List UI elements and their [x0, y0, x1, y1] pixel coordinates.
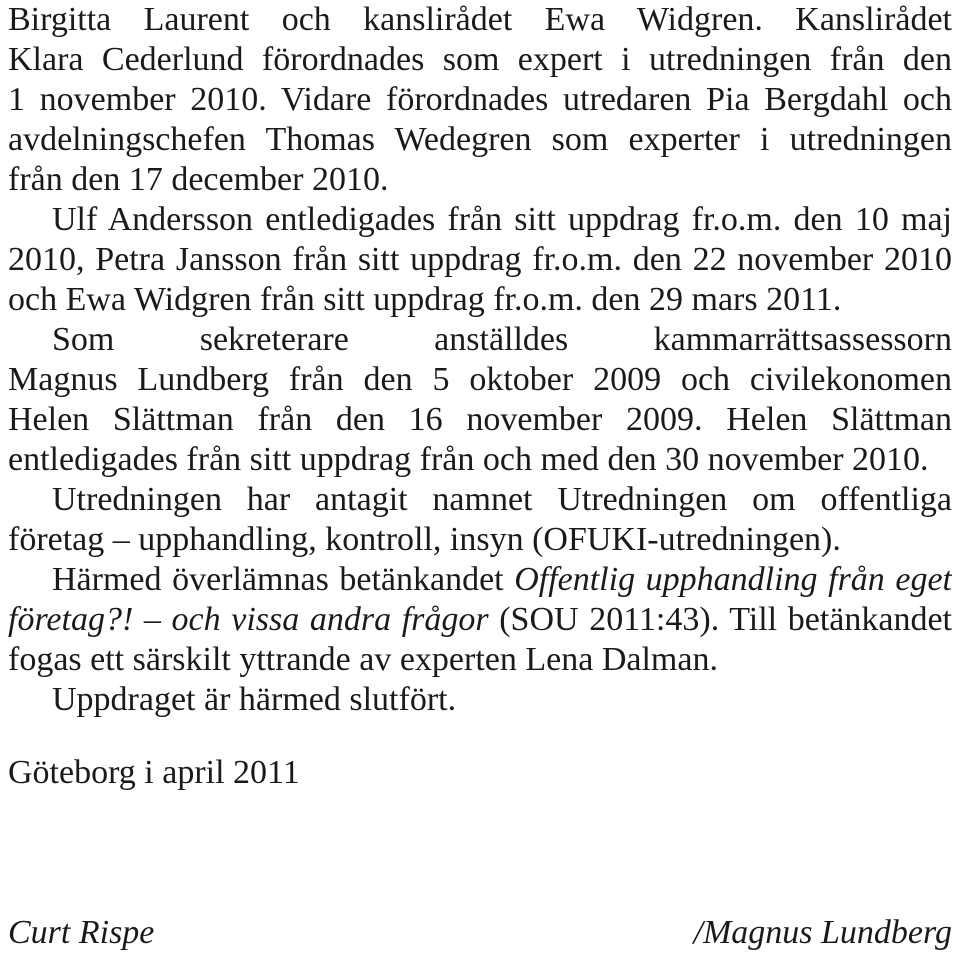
paragraph-conclusion — [8, 680, 952, 720]
paragraph-dismissals — [8, 200, 952, 320]
text-line: Magnus Lundberg från den 5 oktober 2009 och civilekonomen — [8, 361, 952, 398]
signature-right: /Magnus Lundberg — [693, 914, 952, 951]
text-segment: Härmed överlämnas betänkandet — [52, 561, 504, 598]
text-line: Ulf Andersson entledigades från sitt uppdrag fr.o.m. den 10 maj — [52, 201, 952, 238]
paragraph-inquiry-name — [8, 480, 952, 560]
paragraph-secretaries — [8, 320, 952, 480]
report-title-segment: företag?! – och vissa andra frågor — [8, 601, 489, 638]
text-segment: (SOU 2011:43). Till betänkandet — [499, 601, 952, 638]
text-line: fogas ett särskilt yttrande av experten Lena Dalman. — [8, 641, 718, 678]
text-line: Helen Slättman från den 16 november 2009. Helen Slättman — [8, 401, 952, 438]
report-title-segment: Offentlig upphandling från eget — [514, 561, 952, 598]
signature-block — [8, 913, 952, 953]
text-line: företag – upphandling, kontroll, insyn (OFUKI-utredningen). — [8, 521, 841, 558]
text-line — [8, 600, 952, 640]
text-line: Som sekreterare anställdes kammarrättsassessorn — [52, 321, 952, 358]
signature-left: Curt Rispe — [8, 914, 155, 951]
place-and-date: Göteborg i april 2011 — [8, 754, 300, 791]
text-line: entledigades från sitt uppdrag från och med den 30 november 2010. — [8, 441, 929, 478]
text-line: 1 november 2010. Vidare förordnades utredaren Pia Bergdahl och — [8, 81, 952, 118]
paragraph-report-submission — [8, 560, 952, 680]
paragraph-experts — [8, 0, 952, 200]
text-line: avdelningschefen Thomas Wedegren som experter i utredningen — [8, 121, 952, 158]
text-line: Birgitta Laurent och kanslirådet Ewa Widgren. Kanslirådet — [8, 1, 952, 38]
text-line — [8, 560, 952, 600]
text-line: och Ewa Widgren från sitt uppdrag fr.o.m. den 29 mars 2011. — [8, 281, 842, 318]
text-line: 2010, Petra Jansson från sitt uppdrag fr.o.m. den 22 november 2010 — [8, 241, 952, 278]
text-line: från den 17 december 2010. — [8, 161, 389, 198]
text-line: Klara Cederlund förordnades som expert i utredningen från den — [8, 41, 952, 78]
text-line: Utredningen har antagit namnet Utredningen om offentliga — [52, 481, 952, 518]
text-line: Uppdraget är härmed slutfört. — [52, 681, 457, 718]
